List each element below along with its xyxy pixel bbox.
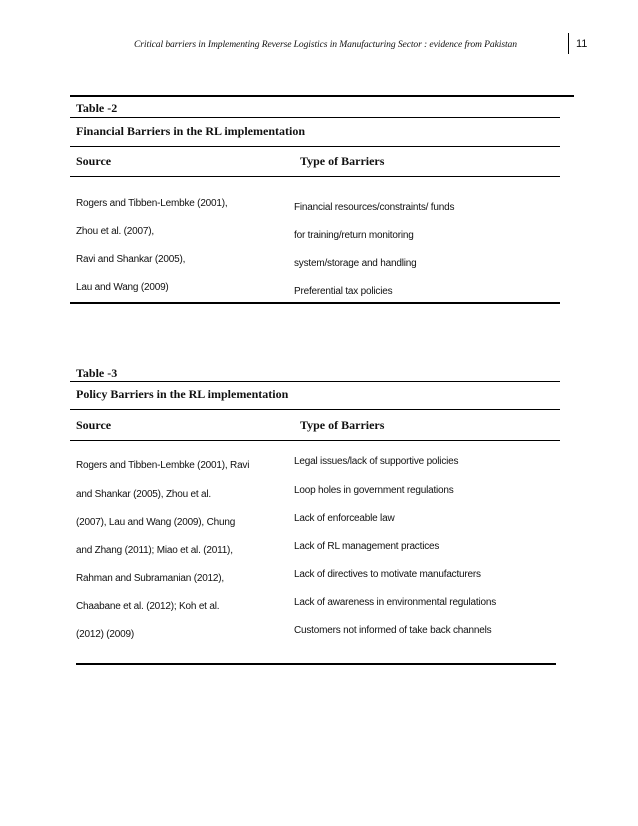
table2-barrier-cell: Preferential tax policies: [294, 286, 393, 297]
table3-source-cell: (2007), Lau and Wang (2009), Chung: [76, 517, 236, 528]
table3-col-source: Source: [76, 418, 112, 432]
table3-barrier-cell: Customers not informed of take back channels: [294, 625, 492, 636]
table2-source-cell: Lau and Wang (2009): [76, 282, 169, 293]
table3-bottom-rule: [76, 663, 556, 665]
table3-barrier-cell: Lack of awareness in environmental regulations: [294, 597, 497, 608]
table2-label: Table -2: [76, 101, 118, 115]
table2-source-cell: Rogers and Tibben-Lembke (2001),: [76, 198, 228, 209]
header-divider: [568, 33, 569, 54]
table3-source-cell: and Zhang (2011); Miao et al. (2011),: [76, 545, 233, 556]
table2-top-rule: [70, 95, 574, 97]
table3-source-cell: Chaabane et al. (2012); Koh et al.: [76, 601, 220, 612]
table3-source-cell: Rogers and Tibben-Lembke (2001), Ravi: [76, 460, 250, 471]
table3-barrier-cell: Lack of directives to motivate manufacturers: [294, 569, 481, 580]
table2-source-cell: Ravi and Shankar (2005),: [76, 254, 186, 265]
table3-barrier-cell: Lack of RL management practices: [294, 541, 440, 552]
table3-label-rule: [70, 381, 560, 382]
table2-col-source: Source: [76, 154, 112, 168]
table2-barrier-cell: for training/return monitoring: [294, 230, 414, 241]
table3-header-rule: [70, 440, 560, 441]
running-header: Critical barriers in Implementing Reverse Logistics in Manufacturing Sector : evidence from Pakistan: [134, 39, 517, 50]
table3-caption: Policy Barriers in the RL implementation: [76, 387, 289, 401]
table3-barrier-cell: Legal issues/lack of supportive policies: [294, 456, 459, 467]
table3-col-type: Type of Barriers: [300, 418, 385, 432]
table2-source-cell: Zhou et al. (2007),: [76, 226, 154, 237]
table3-caption-rule: [70, 409, 560, 410]
table2-barrier-cell: Financial resources/constraints/ funds: [294, 202, 455, 213]
table3-source-cell: and Shankar (2005), Zhou et al.: [76, 489, 212, 500]
table3-label: Table -3: [76, 366, 118, 380]
table2-caption-rule: [70, 146, 560, 147]
page-number: 11: [576, 38, 588, 50]
table2-header-rule: [70, 176, 560, 177]
table2-barrier-cell: system/storage and handling: [294, 258, 417, 269]
table3-source-cell: Rahman and Subramanian (2012),: [76, 573, 224, 584]
table3-source-cell: (2012) (2009): [76, 629, 134, 640]
table2-bottom-rule: [70, 302, 560, 304]
table3-barrier-cell: Lack of enforceable law: [294, 513, 395, 524]
table2-caption: Financial Barriers in the RL implementation: [76, 124, 305, 138]
table2-col-type: Type of Barriers: [300, 154, 385, 168]
table2-label-rule: [70, 117, 560, 118]
table3-barrier-cell: Loop holes in government regulations: [294, 485, 454, 496]
